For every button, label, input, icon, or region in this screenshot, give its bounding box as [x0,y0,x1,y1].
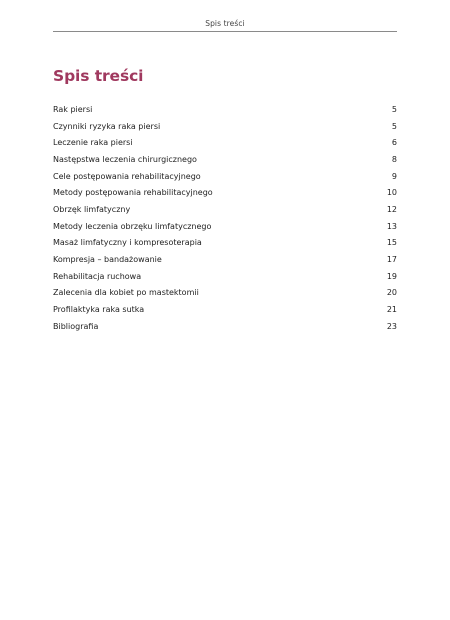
toc-entry-page-number: 19 [386,271,397,281]
toc-entry[interactable] [53,268,397,285]
toc-entry-page-number: 8 [391,154,397,164]
toc-entry-label: Masaż limfatyczny i kompresoterapia [53,238,202,248]
toc-entry-label: Następstwa leczenia chirurgicznego [53,154,197,164]
toc-entry-label: Bibliografia [53,321,99,331]
toc-entry-label: Rehabilitacja ruchowa [53,271,142,281]
toc-entry[interactable] [53,301,397,318]
toc-entry-page-number: 5 [391,104,397,114]
toc-entry-page-number: 5 [391,121,397,131]
toc-entry-label: Metody leczenia obrzęku limfatycznego [53,221,212,231]
toc-entry[interactable] [53,201,397,218]
toc-entry-page-number: 17 [386,255,397,265]
toc-entry-label: Obrzęk limfatyczny [53,204,131,214]
toc-entry-page-number: 6 [391,138,397,148]
toc-entry-label: Leczenie raka piersi [53,138,133,148]
toc-entry-label: Kompresja – bandażowanie [53,255,162,265]
running-header: Spis treści [205,19,245,28]
toc-entry[interactable] [53,184,397,201]
toc-entry[interactable] [53,285,397,302]
header-divider [53,31,397,32]
toc-entry-label: Metody postępowania rehabilitacyjnego [53,188,213,198]
toc-entry[interactable] [53,251,397,268]
toc-entry-page-number: 21 [386,305,397,315]
toc-entry-page-number: 13 [386,221,397,231]
toc-entry-page-number: 20 [386,288,397,298]
toc-entry[interactable] [53,151,397,168]
toc-entry-page-number: 23 [386,321,397,331]
toc-entry-page-number: 12 [386,204,397,214]
toc-entry[interactable] [53,235,397,252]
table-of-contents [53,101,397,335]
toc-entry[interactable] [53,318,397,335]
toc-entry-label: Rak piersi [53,104,93,114]
toc-entry-label: Zalecenia dla kobiet po mastektomii [53,288,199,298]
page-title: Spis treści [53,67,144,85]
toc-entry-page-number: 15 [386,238,397,248]
toc-entry[interactable] [53,118,397,135]
toc-entry-label: Cele postępowania rehabilitacyjnego [53,171,201,181]
toc-entry-page-number: 10 [386,188,397,198]
toc-entry[interactable] [53,101,397,118]
toc-entry[interactable] [53,168,397,185]
toc-entry-page-number: 9 [391,171,397,181]
toc-entry[interactable] [53,218,397,235]
toc-entry-label: Profilaktyka raka sutka [53,305,145,315]
toc-entry-label: Czynniki ryzyka raka piersi [53,121,161,131]
toc-entry[interactable] [53,134,397,151]
